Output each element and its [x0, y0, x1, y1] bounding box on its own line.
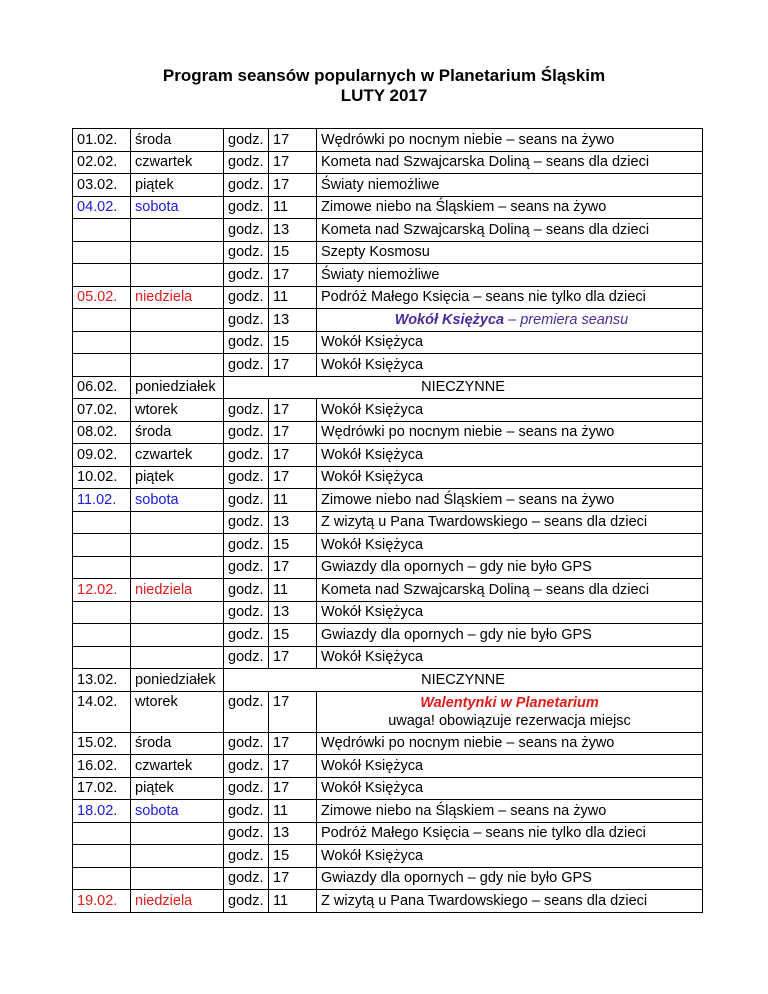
- show-title-cell: Z wizytą u Pana Twardowskiego – seans dla dzieci: [317, 511, 703, 534]
- table-row: [73, 444, 703, 467]
- table-row: [73, 421, 703, 444]
- special-event-note: uwaga! obowiązuje rezerwacja miejsc: [388, 712, 631, 729]
- godz-cell: godz.: [224, 534, 269, 557]
- show-title-cell: Zimowe niebo na Śląskiem – seans na żywo: [317, 196, 703, 219]
- hour-cell: 15: [269, 624, 317, 647]
- date-cell: 18.02.: [73, 800, 131, 823]
- day-cell: środa: [131, 129, 224, 152]
- date-cell: 13.02.: [73, 669, 131, 692]
- show-title-cell: Światy niemożliwe: [317, 174, 703, 197]
- hour-cell: 17: [269, 867, 317, 890]
- special-event-cell: [317, 691, 703, 732]
- hour-cell: 17: [269, 444, 317, 467]
- godz-cell: godz.: [224, 466, 269, 489]
- date-cell: [73, 241, 131, 264]
- day-cell: sobota: [131, 489, 224, 512]
- show-title-cell: Podróż Małego Księcia – seans nie tylko dla dzieci: [317, 822, 703, 845]
- table-row: [73, 601, 703, 624]
- hour-cell: 17: [269, 174, 317, 197]
- table-row: [73, 579, 703, 602]
- table-row: [73, 511, 703, 534]
- show-title-cell: Zimowe niebo na Śląskiem – seans na żywo: [317, 800, 703, 823]
- godz-cell: godz.: [224, 579, 269, 602]
- date-cell: 11.02.: [73, 489, 131, 512]
- day-cell: [131, 845, 224, 868]
- date-cell: 16.02.: [73, 755, 131, 778]
- table-row: [73, 845, 703, 868]
- table-row: [73, 890, 703, 913]
- date-cell: 05.02.: [73, 286, 131, 309]
- table-row: [73, 151, 703, 174]
- hour-cell: 11: [269, 196, 317, 219]
- godz-cell: godz.: [224, 331, 269, 354]
- show-title-cell: Wokół Księżyca: [317, 399, 703, 422]
- hour-cell: 17: [269, 129, 317, 152]
- show-title-cell: Wokół Księżyca: [317, 845, 703, 868]
- godz-cell: godz.: [224, 867, 269, 890]
- date-cell: 19.02.: [73, 890, 131, 913]
- date-cell: 01.02.: [73, 129, 131, 152]
- premiere-suffix: – premiera seansu: [504, 311, 629, 328]
- table-row: [73, 822, 703, 845]
- day-cell: [131, 867, 224, 890]
- show-title-cell: Wokół Księżyca: [317, 444, 703, 467]
- hour-cell: 17: [269, 466, 317, 489]
- day-cell: [131, 534, 224, 557]
- show-title-cell: Wokół Księżyca: [317, 777, 703, 800]
- show-title-cell: Szepty Kosmosu: [317, 241, 703, 264]
- hour-cell: 17: [269, 755, 317, 778]
- table-row: [73, 867, 703, 890]
- premiere-title: Wokół Księżyca: [394, 311, 505, 328]
- godz-cell: godz.: [224, 646, 269, 669]
- table-row: [73, 286, 703, 309]
- date-cell: [73, 624, 131, 647]
- hour-cell: 13: [269, 309, 317, 332]
- hour-cell: 17: [269, 264, 317, 287]
- date-cell: [73, 534, 131, 557]
- day-cell: wtorek: [131, 399, 224, 422]
- hour-cell: 15: [269, 331, 317, 354]
- hour-cell: 13: [269, 511, 317, 534]
- hour-cell: 11: [269, 800, 317, 823]
- date-cell: [73, 309, 131, 332]
- show-title-cell: Kometa nad Szwajcarską Doliną – seans dla dzieci: [317, 579, 703, 602]
- hour-cell: 11: [269, 489, 317, 512]
- table-row: [73, 534, 703, 557]
- show-title-cell: Gwiazdy dla opornych – gdy nie było GPS: [317, 556, 703, 579]
- godz-cell: godz.: [224, 777, 269, 800]
- table-row: [73, 241, 703, 264]
- table-row: [73, 376, 703, 399]
- day-cell: [131, 556, 224, 579]
- day-cell: środa: [131, 732, 224, 755]
- godz-cell: godz.: [224, 264, 269, 287]
- hour-cell: 17: [269, 151, 317, 174]
- day-cell: [131, 822, 224, 845]
- day-cell: niedziela: [131, 890, 224, 913]
- date-cell: 12.02.: [73, 579, 131, 602]
- hour-cell: 15: [269, 845, 317, 868]
- show-title-cell: Gwiazdy dla opornych – gdy nie było GPS: [317, 867, 703, 890]
- date-cell: [73, 511, 131, 534]
- date-cell: [73, 556, 131, 579]
- show-title-cell: Światy niemożliwe: [317, 264, 703, 287]
- table-row: [73, 777, 703, 800]
- table-row: [73, 556, 703, 579]
- hour-cell: 11: [269, 286, 317, 309]
- godz-cell: godz.: [224, 845, 269, 868]
- hour-cell: 17: [269, 556, 317, 579]
- table-row: [73, 309, 703, 332]
- day-cell: piątek: [131, 174, 224, 197]
- godz-cell: godz.: [224, 691, 269, 732]
- date-cell: [73, 264, 131, 287]
- show-title-cell: Kometa nad Szwajcarską Doliną – seans dla dzieci: [317, 219, 703, 242]
- hour-cell: 17: [269, 732, 317, 755]
- day-cell: [131, 309, 224, 332]
- godz-cell: godz.: [224, 309, 269, 332]
- godz-cell: godz.: [224, 196, 269, 219]
- table-row: [73, 354, 703, 377]
- hour-cell: 11: [269, 890, 317, 913]
- godz-cell: godz.: [224, 129, 269, 152]
- hour-cell: 11: [269, 579, 317, 602]
- special-event-title: Walentynki w Planetarium: [420, 694, 599, 711]
- day-cell: [131, 264, 224, 287]
- date-cell: [73, 845, 131, 868]
- show-title-cell: Kometa nad Szwajcarska Doliną – seans dla dzieci: [317, 151, 703, 174]
- page-title: [0, 66, 768, 106]
- godz-cell: godz.: [224, 354, 269, 377]
- day-cell: piątek: [131, 777, 224, 800]
- table-row: [73, 800, 703, 823]
- show-title-cell: Gwiazdy dla opornych – gdy nie było GPS: [317, 624, 703, 647]
- table-row: [73, 646, 703, 669]
- show-title-cell: Wokół Księżyca: [317, 466, 703, 489]
- show-title-cell: Wokół Księżyca: [317, 331, 703, 354]
- show-title-cell: Wędrówki po nocnym niebie – seans na żywo: [317, 732, 703, 755]
- godz-cell: godz.: [224, 444, 269, 467]
- title-line-2: LUTY 2017: [340, 86, 428, 105]
- hour-cell: 13: [269, 601, 317, 624]
- date-cell: 09.02.: [73, 444, 131, 467]
- date-cell: 15.02.: [73, 732, 131, 755]
- godz-cell: godz.: [224, 755, 269, 778]
- godz-cell: godz.: [224, 151, 269, 174]
- day-cell: czwartek: [131, 444, 224, 467]
- day-cell: [131, 646, 224, 669]
- show-title-cell: Zimowe niebo nad Śląskiem – seans na żywo: [317, 489, 703, 512]
- show-title-cell: Wokół Księżyca: [317, 601, 703, 624]
- date-cell: 14.02.: [73, 691, 131, 732]
- hour-cell: 17: [269, 399, 317, 422]
- day-cell: sobota: [131, 800, 224, 823]
- hour-cell: 17: [269, 354, 317, 377]
- table-row: [73, 489, 703, 512]
- day-cell: wtorek: [131, 691, 224, 732]
- godz-cell: godz.: [224, 286, 269, 309]
- day-cell: poniedziałek: [131, 376, 224, 399]
- date-cell: 06.02.: [73, 376, 131, 399]
- title-line-1: Program seansów popularnych w Planetarium Śląskim: [162, 66, 606, 85]
- schedule-body: [73, 129, 703, 913]
- table-row: [73, 669, 703, 692]
- show-title-cell: Z wizytą u Pana Twardowskiego – seans dla dzieci: [317, 890, 703, 913]
- date-cell: [73, 601, 131, 624]
- day-cell: piątek: [131, 466, 224, 489]
- hour-cell: 17: [269, 777, 317, 800]
- table-row: [73, 466, 703, 489]
- date-cell: [73, 219, 131, 242]
- day-cell: niedziela: [131, 579, 224, 602]
- hour-cell: 15: [269, 534, 317, 557]
- godz-cell: godz.: [224, 174, 269, 197]
- date-cell: 04.02.: [73, 196, 131, 219]
- day-cell: [131, 219, 224, 242]
- date-cell: 03.02.: [73, 174, 131, 197]
- day-cell: czwartek: [131, 151, 224, 174]
- show-title-cell: Wędrówki po nocnym niebie – seans na żywo: [317, 129, 703, 152]
- date-cell: [73, 822, 131, 845]
- day-cell: [131, 601, 224, 624]
- table-row: [73, 219, 703, 242]
- godz-cell: godz.: [224, 421, 269, 444]
- godz-cell: godz.: [224, 241, 269, 264]
- day-cell: środa: [131, 421, 224, 444]
- table-row: [73, 691, 703, 732]
- godz-cell: godz.: [224, 489, 269, 512]
- godz-cell: godz.: [224, 890, 269, 913]
- day-cell: [131, 511, 224, 534]
- godz-cell: godz.: [224, 219, 269, 242]
- date-cell: [73, 354, 131, 377]
- hour-cell: 13: [269, 822, 317, 845]
- table-row: [73, 196, 703, 219]
- godz-cell: godz.: [224, 800, 269, 823]
- table-row: [73, 624, 703, 647]
- day-cell: [131, 624, 224, 647]
- date-cell: 08.02.: [73, 421, 131, 444]
- date-cell: 17.02.: [73, 777, 131, 800]
- hour-cell: 17: [269, 421, 317, 444]
- table-row: [73, 732, 703, 755]
- hour-cell: 15: [269, 241, 317, 264]
- day-cell: sobota: [131, 196, 224, 219]
- godz-cell: godz.: [224, 601, 269, 624]
- premiere-cell: [317, 309, 703, 332]
- table-row: [73, 264, 703, 287]
- show-title-cell: Wędrówki po nocnym niebie – seans na żywo: [317, 421, 703, 444]
- godz-cell: godz.: [224, 624, 269, 647]
- table-row: [73, 174, 703, 197]
- schedule-table: [72, 128, 703, 913]
- date-cell: 10.02.: [73, 466, 131, 489]
- table-row: [73, 399, 703, 422]
- godz-cell: godz.: [224, 399, 269, 422]
- hour-cell: 17: [269, 646, 317, 669]
- date-cell: [73, 867, 131, 890]
- date-cell: [73, 331, 131, 354]
- day-cell: [131, 331, 224, 354]
- godz-cell: godz.: [224, 556, 269, 579]
- closed-cell: NIECZYNNE: [224, 669, 703, 692]
- date-cell: [73, 646, 131, 669]
- godz-cell: godz.: [224, 822, 269, 845]
- table-row: [73, 331, 703, 354]
- show-title-cell: Wokół Księżyca: [317, 646, 703, 669]
- show-title-cell: Wokół Księżyca: [317, 534, 703, 557]
- day-cell: [131, 354, 224, 377]
- hour-cell: 13: [269, 219, 317, 242]
- day-cell: poniedziałek: [131, 669, 224, 692]
- table-row: [73, 129, 703, 152]
- show-title-cell: Wokół Księżyca: [317, 354, 703, 377]
- godz-cell: godz.: [224, 732, 269, 755]
- table-row: [73, 755, 703, 778]
- date-cell: 02.02.: [73, 151, 131, 174]
- day-cell: [131, 241, 224, 264]
- godz-cell: godz.: [224, 511, 269, 534]
- closed-cell: NIECZYNNE: [224, 376, 703, 399]
- day-cell: czwartek: [131, 755, 224, 778]
- day-cell: niedziela: [131, 286, 224, 309]
- show-title-cell: Wokół Księżyca: [317, 755, 703, 778]
- show-title-cell: Podróż Małego Księcia – seans nie tylko dla dzieci: [317, 286, 703, 309]
- hour-cell: 17: [269, 691, 317, 732]
- date-cell: 07.02.: [73, 399, 131, 422]
